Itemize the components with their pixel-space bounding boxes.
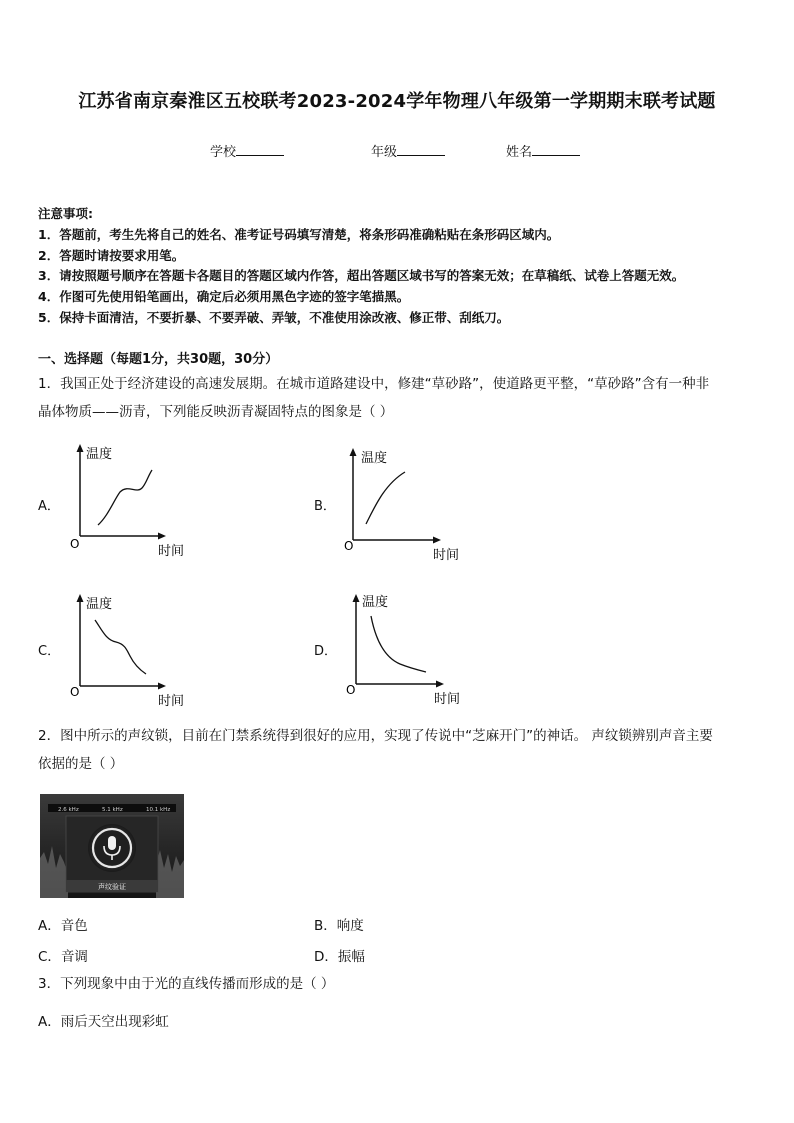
q2-option-b-letter: B． [314, 918, 337, 934]
grade-field[interactable] [371, 141, 445, 160]
graph-a-origin: O [70, 537, 80, 551]
q3-option-a-letter: A． [38, 1014, 61, 1030]
question-3 [38, 970, 758, 998]
freq-label-1: 2.6 kHz [58, 807, 79, 813]
q2-option-b[interactable] [314, 914, 364, 934]
graph-d-origin: O [346, 683, 356, 697]
q2-option-c-text: 音调 [60, 949, 88, 965]
graph-a-letter[interactable]: A． [38, 499, 60, 514]
graph-a[interactable] [62, 438, 202, 560]
q2-option-c[interactable] [38, 945, 88, 965]
graph-c[interactable] [62, 588, 202, 710]
q2-option-a-text: 音色 [60, 918, 88, 934]
page-title: 江苏省南京秦淮区五校联考2023-2024学年物理八年级第一学期期末联考试题 [78, 91, 716, 112]
school-label: 学校 [210, 145, 237, 160]
graph-c-xlabel: 时间 [158, 694, 185, 709]
voiceprint-lock-graphic [40, 794, 184, 898]
graph-b-letter[interactable]: B． [314, 499, 336, 514]
grade-label: 年级 [371, 145, 398, 160]
question-3-line1: 3．下列现象中由于光的直线传播而形成的是（ ） [38, 976, 335, 992]
q2-option-b-text: 响度 [336, 918, 364, 934]
question-2-line1: 2．图中所示的声纹锁，目前在门禁系统得到很好的应用，实现了传说中“芝麻开门”的神话。 声纹锁辨别声音主要 [38, 728, 713, 744]
graph-d-letter[interactable]: D． [314, 644, 338, 659]
q3-option-a-text: 雨后天空出现彩虹 [60, 1014, 169, 1030]
q2-option-d-text: 振幅 [337, 949, 365, 965]
freq-label-2: 5.1 kHz [102, 807, 123, 813]
question-1-line2: 晶体物质——沥青，下列能反映沥青凝固特点的图象是（ ） [38, 404, 394, 420]
notes-title: 注意事项: [38, 206, 93, 221]
question-2 [38, 722, 758, 778]
graph-b-xlabel: 时间 [433, 548, 460, 563]
q3-option-a[interactable] [38, 1010, 169, 1030]
graph-c-origin: O [70, 685, 80, 699]
name-blank[interactable] [532, 143, 580, 156]
q2-option-d[interactable] [314, 945, 365, 965]
graph-b[interactable] [337, 442, 477, 564]
graph-a-xlabel: 时间 [158, 544, 185, 559]
question-1 [38, 370, 758, 426]
note-item: 3．请按照题号顺序在答题卡各题目的答题区域内作答，超出答题区域书写的答案无效；在草稿纸、试卷上答题无效。 [38, 268, 685, 283]
school-blank[interactable] [236, 143, 284, 156]
q2-option-c-letter: C． [38, 949, 61, 965]
name-label: 姓名 [506, 145, 533, 160]
graph-b-origin: O [344, 539, 354, 553]
name-field[interactable] [506, 141, 580, 160]
q2-option-a-letter: A． [38, 918, 61, 934]
note-item: 1．答题前，考生先将自己的姓名、准考证号码填写清楚，将条形码准确粘贴在条形码区域内。 [38, 227, 560, 242]
graph-d-ylabel: 温度 [362, 595, 389, 610]
question-2-line2: 依据的是（ ） [38, 756, 124, 772]
graph-d[interactable] [340, 588, 480, 710]
graph-c-ylabel: 温度 [86, 597, 113, 612]
q2-option-a[interactable] [38, 914, 88, 934]
graph-b-ylabel: 温度 [361, 451, 388, 466]
question-1-line1: 1．我国正处于经济建设的高速发展期。在城市道路建设中，修建“草砂路”，使道路更平整，“草砂路”含有一种非 [38, 376, 710, 392]
q2-option-d-letter: D． [314, 949, 338, 965]
voiceprint-lock-image [40, 794, 184, 898]
freq-label-3: 10.1 kHz [146, 807, 171, 813]
graph-a-ylabel: 温度 [86, 447, 113, 462]
note-item: 5．保持卡面清洁，不要折暴、不要弄破、弄皱，不准使用涂改液、修正带、刮纸刀。 [38, 310, 510, 325]
grade-blank[interactable] [397, 143, 445, 156]
voiceprint-caption: 声纹验证 [98, 883, 126, 891]
note-item: 4．作图可先使用铅笔画出，确定后必须用黑色字迹的签字笔描黑。 [38, 289, 410, 304]
graph-d-xlabel: 时间 [434, 692, 461, 707]
section-heading: 一、选择题（每题1分，共30题，30分） [38, 352, 279, 367]
graph-c-letter[interactable]: C． [38, 644, 61, 659]
note-item: 2．答题时请按要求用笔。 [38, 248, 185, 263]
school-field[interactable] [210, 141, 284, 160]
